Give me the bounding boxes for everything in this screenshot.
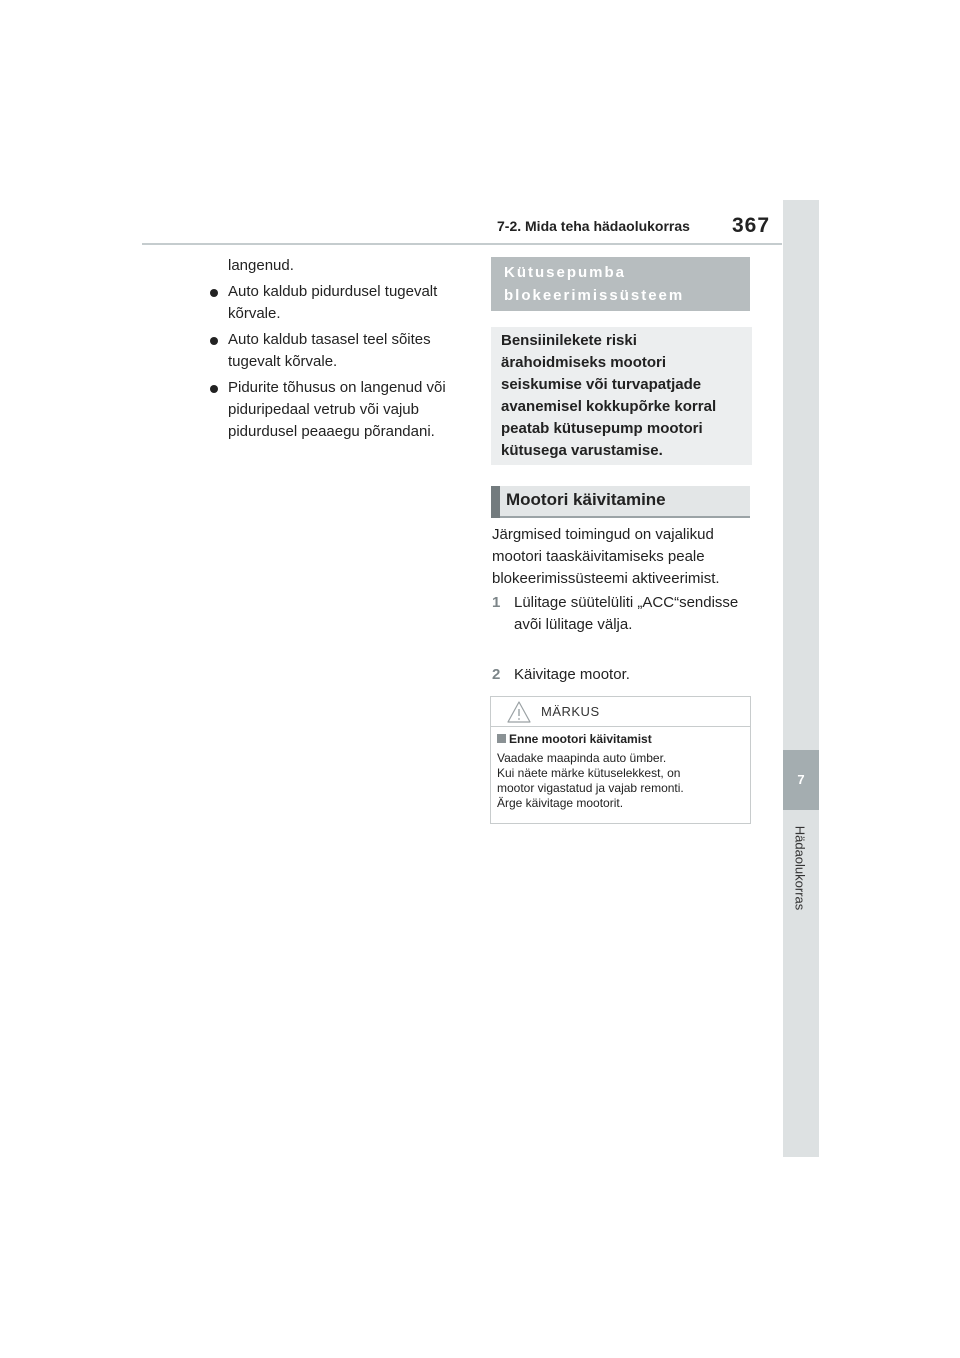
notice-line: mootor vigastatud ja vajab remonti. bbox=[497, 781, 684, 795]
notice-line: Ärge käivitage mootorit. bbox=[497, 796, 624, 810]
notice-subheading-text: Enne mootori käivitamist bbox=[509, 732, 652, 746]
bullet-dot bbox=[210, 289, 218, 297]
bullet-dot bbox=[210, 385, 218, 393]
notice-line: Kui näete märke kütuselekkest, on bbox=[497, 766, 681, 780]
notice-label: MÄRKUS bbox=[541, 704, 600, 719]
chapter-side-tab bbox=[783, 200, 819, 1157]
notice-box bbox=[490, 696, 751, 824]
fuel-pump-heading-text: Kütusepumba blokeerimissüsteem bbox=[504, 264, 685, 304]
engine-start-heading bbox=[491, 486, 750, 518]
chapter-number: 7 bbox=[797, 772, 805, 787]
header-divider bbox=[142, 243, 782, 245]
chapter-number-tab bbox=[783, 750, 819, 810]
bullet-text: Auto kaldub tasasel teel sõites tugevalt kõrvale. bbox=[228, 331, 431, 370]
heading-accent-bar bbox=[491, 486, 500, 518]
chapter-label: Hädaolukorras bbox=[792, 825, 808, 911]
fuel-pump-heading bbox=[491, 257, 750, 311]
bullet-text: Pidurite tõhusus on langenud või piduripedaal vetrub või vajub pidurdusel peaaegu põrandani. bbox=[228, 379, 446, 440]
step-number: 1 bbox=[492, 594, 501, 611]
bullet-dot bbox=[210, 337, 218, 345]
bullet-item bbox=[210, 329, 470, 373]
fuel-pump-description: Bensiinilekete riski ärahoidmiseks mootori seiskumise või turvapatjade avanemisel kokkupõrke korral peatab kütusepump mootori kütusega varustamise. bbox=[501, 332, 717, 459]
warning-triangle-icon bbox=[507, 701, 531, 723]
step-text: Lülitage süütelüliti „ACC“sendisse avõi lülitage välja. bbox=[514, 594, 739, 633]
page-number: 367 bbox=[732, 214, 771, 237]
fuel-pump-description-box bbox=[491, 327, 752, 465]
notice-header bbox=[491, 697, 750, 727]
step-number: 2 bbox=[492, 666, 501, 683]
step-item bbox=[492, 592, 752, 658]
notice-subheading bbox=[497, 732, 652, 746]
square-bullet-icon bbox=[497, 734, 506, 743]
bullet-item bbox=[210, 281, 470, 325]
bullet-text: Auto kaldub pidurdusel tugevalt kõrvale. bbox=[228, 283, 438, 322]
engine-start-intro: Järgmised toimingud on vajalikud mootori taaskäivitamiseks peale blokeerimissüsteemi aktiveerimist. bbox=[492, 526, 720, 587]
bullet-item bbox=[210, 377, 470, 443]
notice-body bbox=[497, 751, 742, 811]
step-item bbox=[492, 664, 752, 686]
step-text: Käivitage mootor. bbox=[514, 666, 630, 683]
notice-line: Vaadake maapinda auto ümber. bbox=[497, 751, 667, 765]
engine-start-heading-text: Mootori käivitamine bbox=[506, 490, 666, 509]
continuation-text: langenud. bbox=[228, 257, 294, 274]
section-title: 7-2. Mida teha hädaolukorras bbox=[497, 218, 690, 234]
